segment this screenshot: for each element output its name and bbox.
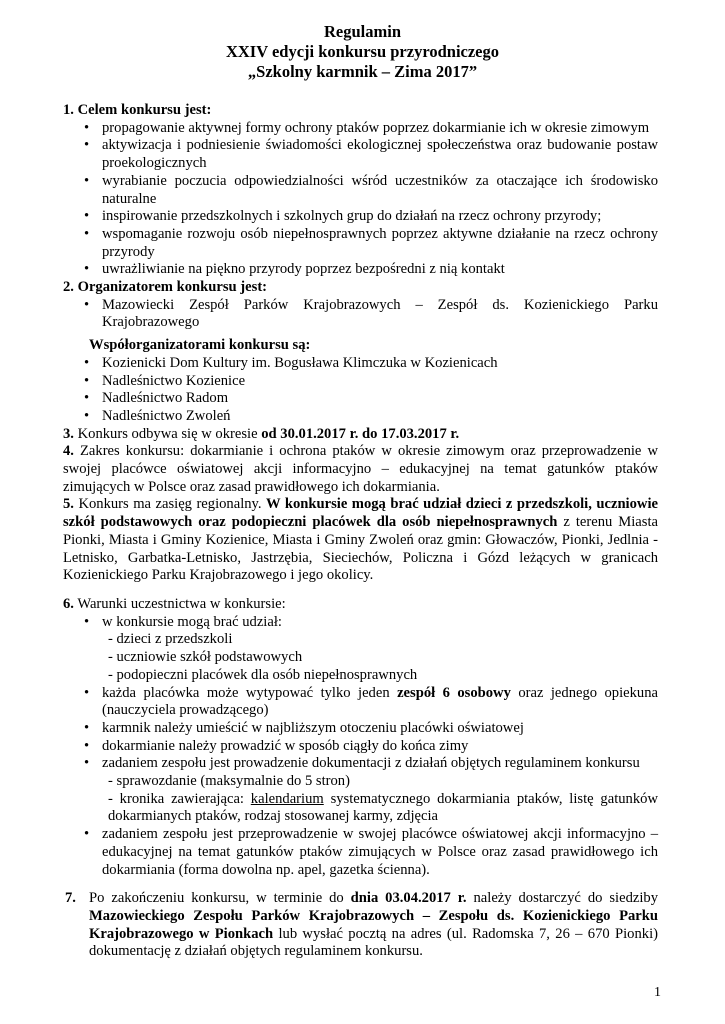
list-item <box>63 685 658 720</box>
list-item-text: • w konkursie mogą brać udział: <box>102 613 282 630</box>
list-item: • Mazowiecki Zespół Parków Krajobrazowych – Zespół ds. Kozienickiego Parku Krajobrazowego <box>63 297 658 332</box>
coorganizers-heading: Współorganizatorami konkursu są: <box>89 337 311 354</box>
section-7-text-2: należy dostarczyć do siedziby <box>466 890 658 907</box>
section-3-text: Konkurs odbywa się w okresie <box>73 425 262 442</box>
list-item: • aktywizacja i podniesienie świadomości ekologicznej społeczeństwa oraz budowanie postaw proekologicznych <box>63 137 658 172</box>
list-item: • uwrażliwianie na piękno przyrody poprzez bezpośredni z nią kontakt <box>63 261 658 279</box>
title-line-1: Regulamin <box>323 22 401 41</box>
list-item <box>63 755 658 826</box>
section-1-list <box>63 120 658 279</box>
sublist-item: - sprawozdanie (maksymalnie do 5 stron) <box>108 773 350 790</box>
section-7-text: Po zakończeniu konkursu, w terminie do <box>89 890 351 907</box>
section-1-heading: 1. Celem konkursu jest: <box>63 102 212 118</box>
list-item: • Nadleśnictwo Kozienice <box>63 373 658 391</box>
list-item-text-cont: oraz jednego opiekuna (nauczyciela prowadzącego) <box>102 684 658 719</box>
section-3-number: 3. <box>63 425 74 442</box>
underlined-term: kalendarium <box>250 790 324 807</box>
section-5-number: 5. <box>63 496 74 513</box>
list-item-text: każda placówka może wytypować tylko jeden <box>102 684 398 701</box>
title-line-2: XXIV edycji konkursu przyrodniczego <box>225 42 500 61</box>
section-5 <box>63 496 658 585</box>
document-title <box>0 22 725 82</box>
section-6-heading-text: Warunki uczestnictwa w konkursie: <box>73 595 286 612</box>
section-4-number: 4. <box>63 443 74 460</box>
list-item: • karmnik należy umieścić w najbliższym otoczeniu placówki oświatowej <box>63 720 658 738</box>
organizer-list <box>63 297 658 332</box>
section-5-bold-text: W konkursie mogą brać udział dzieci z przedszkoli, uczniowie szkół podstawowych oraz podopieczni placówek dla osób niepełnosprawnych <box>63 496 658 531</box>
section-7 <box>63 890 658 961</box>
list-item: • propagowanie aktywnej formy ochrony ptaków poprzez dokarmianie ich w okresie zimowym <box>63 120 658 138</box>
section-6-heading <box>63 596 658 614</box>
list-item-text: • zadaniem zespołu jest prowadzenie dokumentacji z działań objętych regulaminem konkursu <box>102 755 640 772</box>
list-item: • wspomaganie rozwoju osób niepełnosprawnych poprzez aktywne działanie na rzecz ochrony przyrody <box>63 226 658 261</box>
team-size: zespół 6 osobowy <box>397 684 511 701</box>
sublist-text-cont: systematycznego dokarmiania ptaków, listę gatunków dokarmianych ptaków, rodzaj stosowanej karmy, zdjęcia <box>108 790 658 825</box>
sublist-text: - kronika zawierająca: <box>108 790 251 807</box>
sublist-item: - podopieczni placówek dla osób niepełnosprawnych <box>108 666 418 683</box>
sublist-item: - uczniowie szkół podstawowych <box>108 649 303 666</box>
section-3-dates: od 30.01.2017 r. do 17.03.2017 r. <box>261 425 460 442</box>
coorganizers-list <box>63 355 658 426</box>
section-5-text: Konkurs ma zasięg regionalny. <box>73 496 267 513</box>
page-number: 1 <box>654 985 661 1000</box>
section-2-heading: 2. Organizatorem konkursu jest: <box>63 279 268 296</box>
list-item: • dokarmianie należy prowadzić w sposób ciągły do końca zimy <box>63 738 658 756</box>
section-7-text-3: lub wysłać pocztą na adres (ul. Radomska 7, 26 – 670 Pionki) dokumentację z działań objętych regulaminem konkursu. <box>89 925 658 960</box>
list-item: • zadaniem zespołu jest przeprowadzenie w swojej placówce oświatowej akcji informacyjno – edukacyjnej na temat gatunków ptaków zimujących w Polsce oraz zasad prawidłowego ich dokarmiania (forma dowolna np. apel, gazetka ścienna). <box>63 826 658 879</box>
section-6-number: 6. <box>63 595 74 612</box>
list-item <box>63 614 658 685</box>
sublist-item <box>102 791 658 826</box>
list-item: • Nadleśnictwo Radom <box>63 390 658 408</box>
section-5-text-cont: z terenu Miasta Pionki, Miasta i Gminy Kozienice, Miasta i Gminy Zwoleń oraz gmin: Głowaczów, Pionki, Jedlnia -Letnisko, Garbatka-Letnisko, Jastrzębia, Sieciechów, Policzna i Gózd leżących w granicach Kozienickiego Parku Krajobrazowego i jego okolicy. <box>63 514 658 584</box>
section-6-list <box>63 614 658 880</box>
section-4 <box>63 443 658 496</box>
list-item: • inspirowanie przedszkolnych i szkolnych grup do działań na rzecz ochrony przyrody; <box>63 208 658 226</box>
title-line-3: „Szkolny karmnik – Zima 2017” <box>247 62 478 81</box>
section-4-text: Zakres konkursu: dokarmianie i ochrona ptaków w okresie zimowym oraz przeprowadzenie w swojej placówce oświatowej akcji informacyjno – edukacyjnej na temat gatunków ptaków zimujących w Polsce oraz zasad prawidłowego ich dokarmiania. <box>63 443 658 495</box>
document-body <box>63 102 658 961</box>
list-item: • wyrabianie poczucia odpowiedzialności wśród uczestników za otaczające ich środowisko naturalne <box>63 173 658 208</box>
list-item: • Kozienicki Dom Kultury im. Bogusława Klimczuka w Kozienicach <box>63 355 658 373</box>
sublist-item: - dzieci z przedszkoli <box>108 631 233 648</box>
section-7-number: 7. <box>65 890 76 907</box>
section-7-deadline: dnia 03.04.2017 r. <box>350 890 467 907</box>
list-item: • Nadleśnictwo Zwoleń <box>63 408 658 426</box>
section-7-recipient: Mazowieckiego Zespołu Parków Krajobrazowych – Zespołu ds. Kozienickiego Parku Krajobrazowego w Pionkach <box>89 907 658 942</box>
section-3 <box>63 426 658 444</box>
